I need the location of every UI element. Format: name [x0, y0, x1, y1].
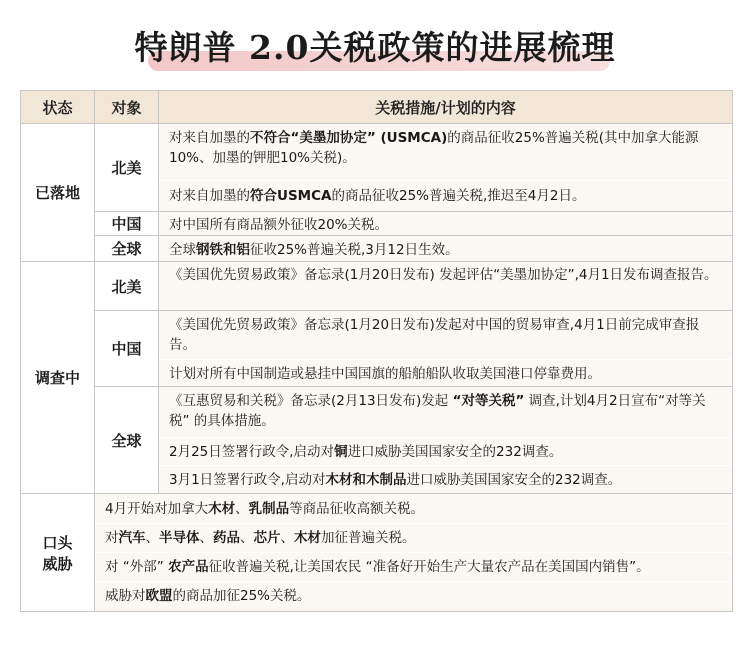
content-line: 对中国所有商品额外征收20%关税。	[169, 217, 389, 233]
table-row	[21, 311, 733, 387]
table-row	[21, 124, 733, 212]
table-row	[21, 212, 733, 236]
content-line: 4月开始对加拿大木材、乳制品等商品征收高额关税。	[105, 501, 425, 517]
page-title: 特朗普 2.0关税政策的进展梳理	[134, 28, 616, 67]
header-content: 关税措施/计划的内容	[159, 91, 733, 124]
header-status: 状态	[21, 91, 95, 124]
status-investigating: 调查中	[21, 262, 95, 494]
content-line: 3月1日签署行政令,启动对木材和木制品进口威胁美国国家安全的232调查。	[159, 465, 732, 493]
title-area	[0, 10, 750, 80]
content-line: 对 “外部” 农产品征收普遍关税,让美国农民 “准备好开始生产大量农产品在美国国内销售”。	[95, 552, 732, 581]
content-line: 《互惠贸易和关税》备忘录(2月13日发布)发起 “对等关税” 调查,计划4月2日宣布“对等关税” 的具体措施。	[169, 393, 706, 429]
content-cell	[159, 212, 733, 236]
content-cell	[159, 262, 733, 311]
content-line: 计划对所有中国制造或悬挂中国国旗的船舶船队收取美国港口停靠费用。	[159, 359, 732, 386]
content-line: 威胁对欧盟的商品加征25%关税。	[95, 581, 732, 611]
content-line: 对来自加墨的不符合“美墨加协定” (USMCA)的商品征收25%普遍关税(其中加拿大能源10%、加墨的钾肥10%关税)。	[169, 130, 699, 166]
content-cell	[159, 124, 733, 212]
target-china: 中国	[95, 212, 159, 236]
target-north-america: 北美	[95, 124, 159, 212]
content-line: 《美国优先贸易政策》备忘录(1月20日发布) 发起评估“美墨加协定”,4月1日发布调查报告。	[169, 267, 718, 283]
table-row	[21, 236, 733, 262]
content-line: 全球钢铁和铝征收25%普遍关税,3月12日生效。	[169, 242, 459, 258]
target-global: 全球	[95, 387, 159, 494]
content-cell	[159, 311, 733, 387]
tariff-table	[20, 90, 733, 612]
threat-content-cell	[95, 494, 733, 612]
header-target: 对象	[95, 91, 159, 124]
content-cell	[159, 236, 733, 262]
content-line: 对汽车、半导体、药品、芯片、木材加征普遍关税。	[95, 523, 732, 552]
target-north-america: 北美	[95, 262, 159, 311]
content-line: 对来自加墨的符合USMCA的商品征收25%普遍关税,推迟至4月2日。	[159, 180, 732, 211]
content-line: 2月25日签署行政令,启动对铜进口威胁美国国家安全的232调查。	[159, 437, 732, 465]
table-header-row	[21, 91, 733, 124]
status-verbal-threat: 口头 威胁	[21, 494, 95, 612]
target-global: 全球	[95, 236, 159, 262]
table-row	[21, 494, 733, 612]
status-implemented: 已落地	[21, 124, 95, 262]
target-china: 中国	[95, 311, 159, 387]
content-cell	[159, 387, 733, 494]
table-row	[21, 387, 733, 494]
table-row	[21, 262, 733, 311]
content-line: 《美国优先贸易政策》备忘录(1月20日发布)发起对中国的贸易审查,4月1日前完成审查报告。	[169, 317, 700, 353]
